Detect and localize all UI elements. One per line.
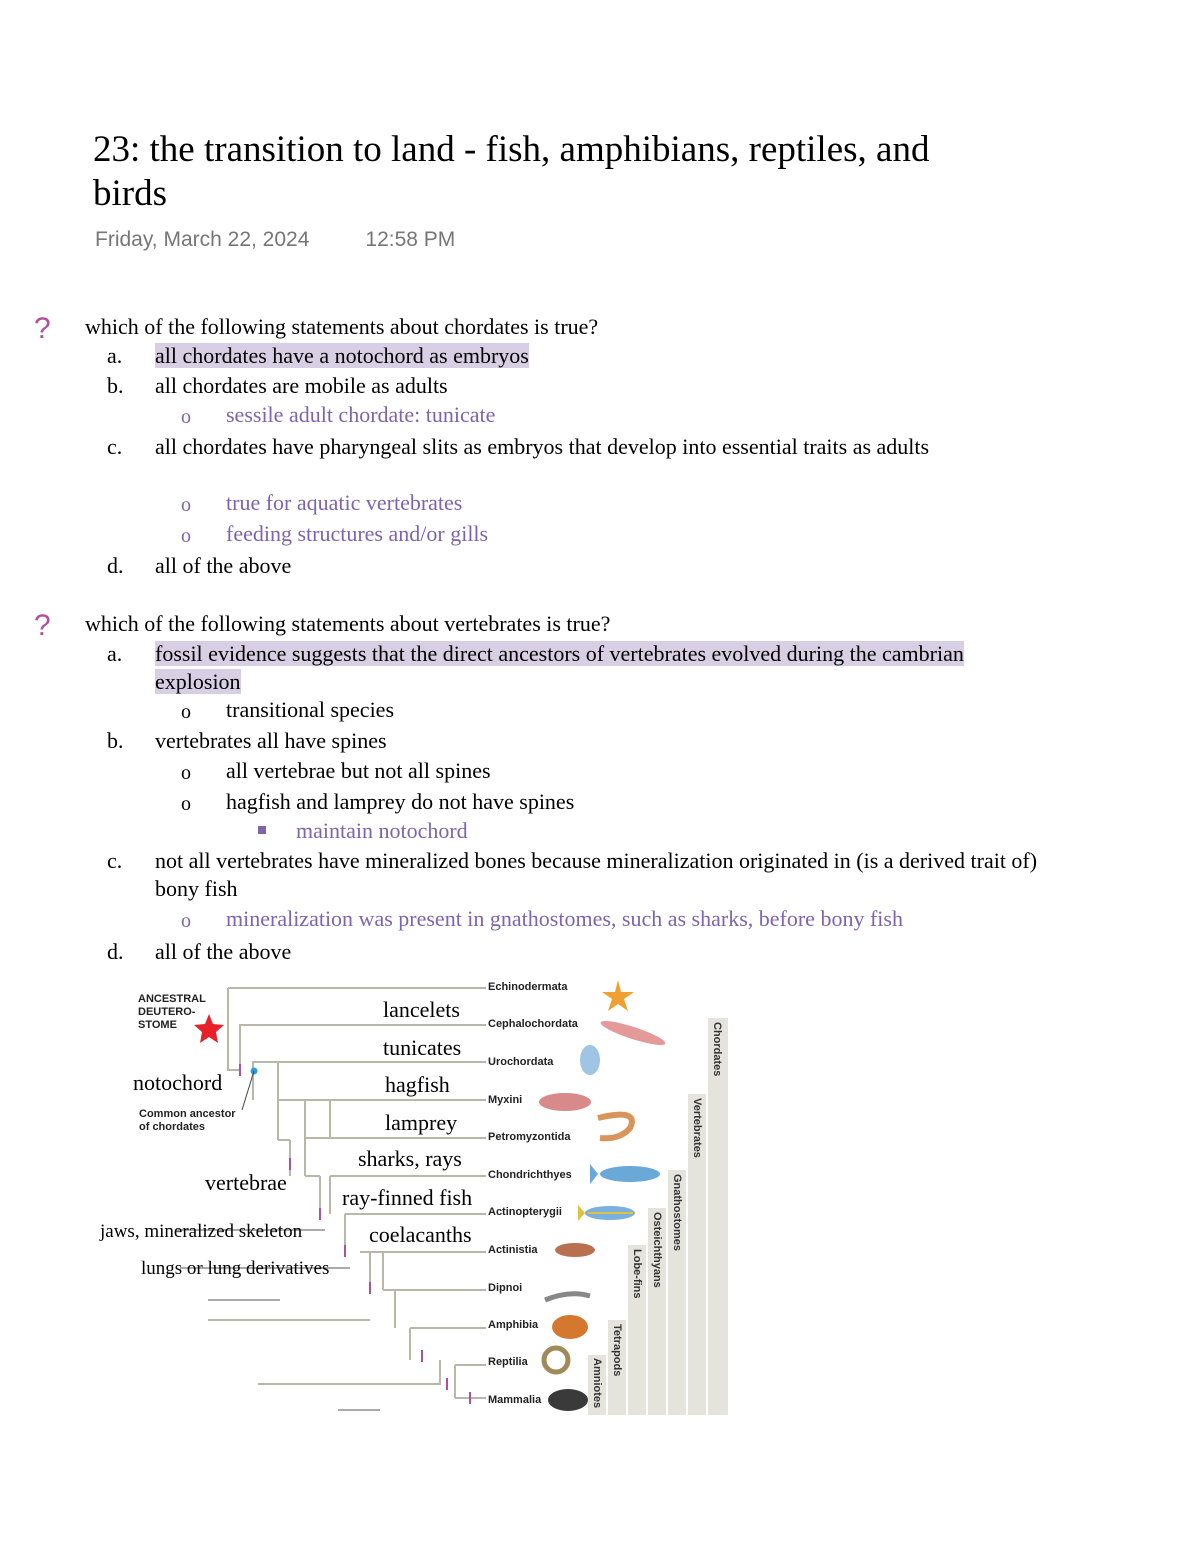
- shark-icon: [590, 1164, 660, 1184]
- lamprey-icon: [598, 1115, 632, 1139]
- taxon-label: Mammalia: [488, 1394, 542, 1406]
- option-letter: b.: [107, 373, 124, 398]
- annotation-coelacanths: coelacanths: [369, 1222, 472, 1247]
- annotation-hagfish: hagfish: [385, 1072, 450, 1097]
- taxon-label: Amphibia: [488, 1319, 539, 1331]
- bullet-marker: o: [181, 910, 191, 932]
- option-letter: d.: [107, 553, 124, 578]
- annotation-lamprey: lamprey: [385, 1110, 458, 1135]
- taxon-label: Reptilia: [488, 1356, 528, 1368]
- option-text: vertebrates all have spines: [155, 728, 387, 753]
- starfish-icon: [602, 980, 634, 1011]
- taxon-label: Actinopterygii: [488, 1206, 562, 1218]
- tunicate-icon: [580, 1045, 600, 1075]
- time-text: 12:58 PM: [365, 228, 456, 251]
- taxon-label: Myxini: [488, 1094, 523, 1106]
- bullet-marker: o: [181, 494, 191, 516]
- common-ancestor-line: of chordates: [139, 1121, 206, 1133]
- frog-icon: [552, 1315, 588, 1339]
- annotation-notochord: notochord: [133, 1070, 223, 1095]
- group-label: Tetrapods: [611, 1324, 623, 1377]
- option-letter: a.: [107, 343, 123, 368]
- question-2-text: which of the following statements about vertebrates is true?: [85, 611, 611, 636]
- taxon-label: Actinistia: [488, 1244, 538, 1256]
- common-ancestor-label: [139, 1108, 236, 1134]
- note-text: maintain notochord: [296, 818, 468, 843]
- note-text: all vertebrae but not all spines: [226, 758, 491, 783]
- note-text: hagfish and lamprey do not have spines: [226, 789, 575, 814]
- group-label: Osteichthyans: [651, 1212, 663, 1288]
- hagfish-icon: [539, 1093, 591, 1111]
- common-ancestor-line: Common ancestor: [139, 1108, 236, 1120]
- bullet-marker: o: [181, 701, 191, 723]
- question-mark-icon: ?: [34, 609, 51, 642]
- taxon-label: Petromyzontida: [488, 1131, 571, 1143]
- option-letter: d.: [107, 939, 124, 964]
- ancestor-label: [138, 993, 206, 1032]
- annotation-jaws: jaws, mineralized skeleton: [100, 1221, 303, 1242]
- taxon-label: Chondrichthyes: [488, 1169, 572, 1181]
- ancestor-label-line: DEUTERO-: [138, 1006, 196, 1018]
- question-mark-icon: ?: [34, 312, 51, 345]
- option-text: all chordates have pharyngeal slits as embryos that develop into essential traits as adults: [155, 434, 930, 459]
- ray-finned-fish-icon: [578, 1205, 635, 1221]
- option-letter: c.: [107, 848, 123, 873]
- option-letter: b.: [107, 728, 124, 753]
- note-text: transitional species: [226, 697, 395, 722]
- question-1-text: which of the following statements about chordates is true?: [85, 314, 599, 339]
- page-title: 23: the transition to land - fish, amphibians, reptiles, and birds: [93, 129, 930, 214]
- option-text: all chordates are mobile as adults: [155, 373, 448, 398]
- group-label: Chordates: [711, 1022, 723, 1077]
- annotation-tunicates: tunicates: [383, 1035, 462, 1060]
- option-text: not all vertebrates have mineralized bones because mineralization originated in (is a derived trait of) bony fish: [155, 848, 1038, 901]
- group-label: Amniotes: [591, 1358, 603, 1409]
- ancestor-label-line: STOME: [138, 1019, 177, 1031]
- option-letter: a.: [107, 641, 123, 666]
- highlighted-answer: fossil evidence suggests that the direct ancestors of vertebrates evolved during the cambrian explosion: [155, 641, 964, 694]
- ancestor-label-line: ANCESTRAL: [138, 993, 206, 1005]
- taxon-label: Echinodermata: [488, 981, 568, 993]
- group-label: Gnathostomes: [671, 1174, 683, 1252]
- annotation-lungs: lungs or lung derivatives: [141, 1258, 330, 1279]
- taxon-label: Cephalochordata: [488, 1018, 578, 1030]
- option-letter: c.: [107, 434, 123, 459]
- annotation-sharks: sharks, rays: [358, 1146, 462, 1171]
- note-text: feeding structures and/or gills: [226, 521, 489, 546]
- bullet-marker: o: [181, 793, 191, 815]
- annotation-vertebrae: vertebrae: [205, 1170, 287, 1195]
- date-text: Friday, March 22, 2024: [95, 228, 310, 251]
- coelacanth-icon: [555, 1243, 595, 1257]
- note-text: true for aquatic vertebrates: [226, 490, 463, 515]
- group-label: Vertebrates: [691, 1098, 703, 1158]
- annotation-ray-finned: ray-finned fish: [342, 1185, 473, 1210]
- reptile-icon: [544, 1348, 568, 1372]
- taxon-label: Urochordata: [488, 1056, 554, 1068]
- highlighted-answer: all chordates have a notochord as embryos: [155, 343, 529, 368]
- note-text: mineralization was present in gnathostomes, such as sharks, before bony fish: [226, 906, 903, 931]
- taxon-label: Dipnoi: [488, 1282, 523, 1294]
- bullet-marker: o: [181, 406, 191, 428]
- bullet-marker: o: [181, 762, 191, 784]
- bullet-marker: o: [181, 525, 191, 547]
- note-text: sessile adult chordate: tunicate: [226, 402, 496, 427]
- mammal-icon: [548, 1389, 588, 1411]
- lungfish-icon: [545, 1294, 590, 1300]
- option-text: all of the above: [155, 553, 292, 578]
- group-label: Lobe-fins: [631, 1249, 643, 1299]
- lancelet-icon: [599, 1017, 667, 1049]
- annotation-lancelets: lancelets: [383, 997, 460, 1022]
- option-text: all of the above: [155, 939, 292, 964]
